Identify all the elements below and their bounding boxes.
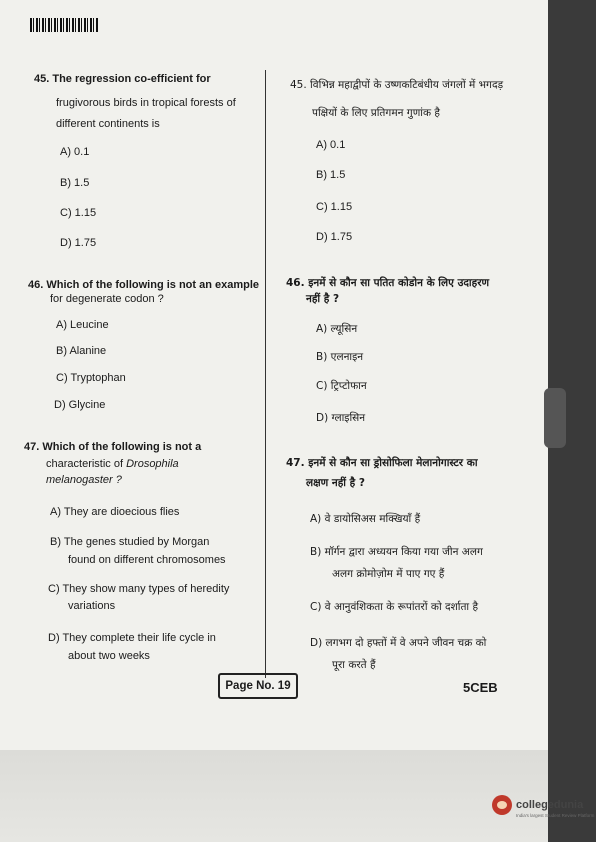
q45-stem-line2: frugivorous birds in tropical forests of	[56, 97, 236, 109]
q46-hi-option-b: B) एलनाइन	[316, 351, 364, 363]
q46-hi-option-a: A) ल्यूसिन	[316, 323, 358, 335]
q47-stem-line3: melanogaster ?	[46, 474, 122, 486]
q47-hi-option-d-line1: D) लगभग दो हफ्तों में वे अपने जीवन चक्र को	[310, 637, 487, 649]
page-number: Page No. 19	[225, 680, 291, 692]
q47-hi-option-b-line1: B) मॉर्गन द्वारा अध्ययन किया गया जीन अलग	[310, 546, 483, 558]
binder-clip	[544, 388, 566, 448]
q46-hi-option-d: D) ग्लाइसिन	[316, 412, 366, 424]
q46-hi-stem-line1: 46. इनमें से कौन सा पतित कोडोन के लिए उदाहरण	[286, 277, 490, 289]
q47-hi-stem-line1: 47. इनमें से कौन सा ड्रोसोफिला मेलानोगास्टर का	[286, 457, 478, 469]
q47-species-genus: Drosophila	[126, 458, 179, 470]
brand-tagline: India's largest Student Review Platform	[516, 813, 595, 818]
q46-option-a: A) Leucine	[56, 319, 109, 331]
q47-stem-line1: 47. Which of the following is not a	[24, 441, 202, 453]
q47-option-b-line2: found on different chromosomes	[68, 554, 226, 566]
q47-option-a: A) They are dioecious flies	[50, 506, 180, 518]
q46-option-b: B) Alanine	[56, 345, 107, 357]
q47-option-c-line1: C) They show many types of heredity	[48, 583, 230, 595]
brand-name: collegedunia	[516, 799, 584, 811]
q47-hi-stem-line2: लक्षण नहीं है ?	[306, 477, 365, 489]
q46-stem-line2: for degenerate codon ?	[50, 293, 164, 305]
brand-mascot-icon	[492, 795, 512, 815]
q47-hi-option-d-line2: पूरा करते हैं	[332, 659, 376, 671]
q45-hi-option-d: D) 1.75	[316, 231, 353, 243]
q47-option-d-line1: D) They complete their life cycle in	[48, 632, 216, 644]
q46-stem-line1: 46. Which of the following is not an example	[28, 279, 260, 291]
page-bottom-shadow	[0, 750, 548, 842]
q45-hi-stem-line1: 45. विभिन्न महाद्वीपों के उष्णकटिबंधीय जंगलों में भगदड़	[290, 79, 504, 91]
q45-option-b: B) 1.5	[60, 177, 90, 189]
column-divider	[265, 70, 266, 678]
q47-option-c-line2: variations	[68, 600, 116, 612]
q45-stem-line1: 45. The regression co-efficient for	[34, 73, 211, 85]
q46-hi-option-c: C) ट्रिप्टोफान	[316, 380, 367, 392]
q47-hi-option-c: C) वे आनुवंशिकता के रूपांतरों को दर्शाता है	[310, 601, 479, 613]
q46-option-d: D) Glycine	[54, 399, 106, 411]
q47-stem-text: characteristic of	[46, 458, 124, 470]
q45-hi-stem-line2: पक्षियों के लिए प्रतिगमन गुणांक है	[312, 107, 440, 119]
q45-option-a: A) 0.1	[60, 146, 90, 158]
q47-stem-line2	[46, 457, 179, 471]
booklet-code: 5CEB	[463, 680, 498, 695]
q47-hi-option-a: A) वे डायोसिअस मक्खियाँ हैं	[310, 513, 421, 525]
brand-logo	[492, 795, 583, 815]
page-number-box	[218, 673, 298, 699]
q45-option-c: C) 1.15	[60, 207, 97, 219]
q46-hi-stem-line2: नहीं है ?	[306, 293, 340, 305]
q45-hi-option-a: A) 0.1	[316, 139, 346, 151]
q47-option-d-line2: about two weeks	[68, 650, 150, 662]
q47-option-b-line1: B) The genes studied by Morgan	[50, 536, 210, 548]
q47-hi-option-b-line2: अलग क्रोमोज़ोम में पाए गए हैं	[332, 568, 445, 580]
q45-option-d: D) 1.75	[60, 237, 97, 249]
q45-hi-option-b: B) 1.5	[316, 169, 346, 181]
q46-option-c: C) Tryptophan	[56, 372, 126, 384]
barcode	[30, 18, 98, 32]
q45-stem-line3: different continents is	[56, 118, 160, 130]
q45-hi-option-c: C) 1.15	[316, 201, 353, 213]
